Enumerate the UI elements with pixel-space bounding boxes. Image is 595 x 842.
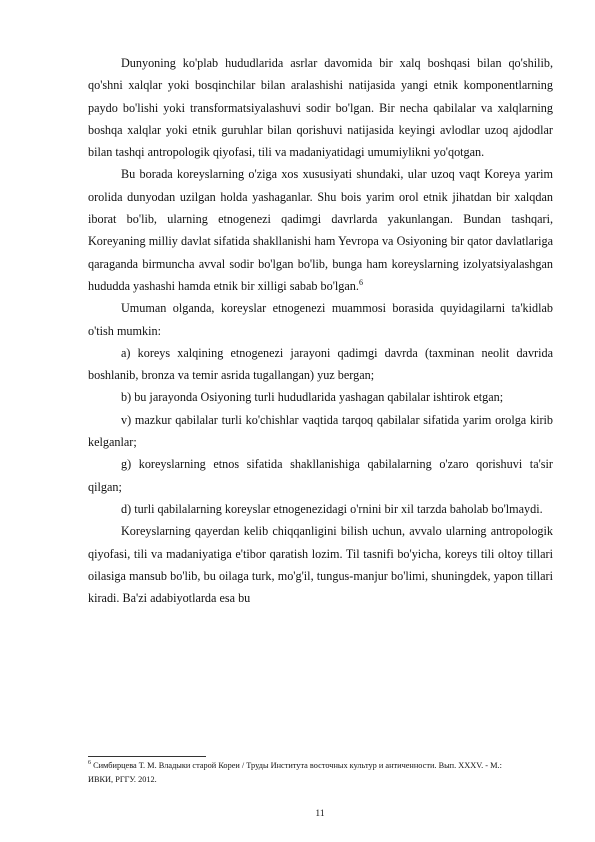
page-number: 11 [315, 809, 325, 819]
list-item-v: v) mazkur qabilalar turli ko'chishlar vaqtida tarqoq qabilalar sifatida yarim orolga kirib kelganlar; [88, 412, 553, 450]
paragraph-1: Dunyoning ko'plab hududlarida asrlar davomida bir xalq boshqasi bilan qo'shilib, qo'shni xalqlar yoki bosqinchilar bilan aralashishi natijasida yangi etnik komponentlarning paydo bo'lishi yoki transformatsiyalashuvi sodir bo'lgan. Bir necha qabilalar va xalqlarning boshqa xalqlar yoki etnik guruhlar bilan qorishuvi natijasida keyingi avlodlar uzoq ajdodlar bilan tashqi antropologik qiyofasi, tili va madaniyatidagi umumiylikni yo'qotgan. [88, 56, 553, 160]
footnote-divider [88, 756, 206, 757]
paragraph-2-text: Bu borada koreyslarning o'ziga xos xususiyati shundaki, ular uzoq vaqt Koreya yarim orolida dunyodan uzilgan holda yashaganlar. Shu bois yarim orol etnik jihatdan bir xalqdan iborat bo'lib, ularning etnogenezi qadimgi davrlarda yakunlangan. Bundan tashqari, Koreyaning milliy davlat sifatida shakllanishi ham Yevropa va Osiyoning bir qator davlatlariga qaraganda birmuncha avval sodir bo'lgan bo'lib, bunga ham koreyslarning izolyatsiyalashgan hududda yashashi hamda etnik bir xilligi sabab bo'lgan. [88, 167, 553, 293]
footnote-reference[interactable]: 6 [358, 277, 363, 287]
list-item-a: a) koreys xalqining etnogenezi jarayoni qadimgi davrda (taxminan neolit davrida boshlanib, bronza va temir asrida tugallangan) yuz bergan; [88, 345, 553, 383]
list-item-g: g) koreyslarning etnos sifatida shakllanishiga qabilalarning o'zaro qorishuvi ta'sir qilgan; [88, 457, 553, 494]
list-item-d: d) turli qabilalarning koreyslar etnogenezidagi o'rnini bir xil tarzda baholab bo'lmaydi. [121, 501, 543, 516]
footnote-marker: 6 [88, 760, 91, 767]
footnote [88, 759, 508, 787]
paragraph-4: Koreyslarning qayerdan kelib chiqqanligini bilish uchun, avvalo ularning antropologik qiyofasi, tili va madaniyatiga e'tibor qaratish lozim. Til tasnifi bo'yicha, koreys tili oltoy tillari oilasiga mansub bo'lib, bu oilaga turk, mo'g'il, tungus-manjur bo'limi, shuningdek, yapon tillari kiradi. Ba'zi adabiyotlarda esa bu [88, 524, 553, 606]
paragraph-2 [88, 163, 553, 297]
footnote-text: Симбирцева Т. М. Владыки старой Кореи / Труды Института восточных культур и античенности. Вып. XXXV. - М.: ИВКИ, РГГУ. 2012. [88, 761, 502, 784]
page-body [88, 52, 553, 609]
list-item-b: b) bu jarayonda Osiyoning turli hududlarida yashagan qabilalar ishtirok etgan; [121, 390, 504, 405]
paragraph-3: Umuman olganda, koreyslar etnogenezi muammosi borasida quyidagilarni ta'kidlab o'tish mumkin: [88, 301, 553, 338]
